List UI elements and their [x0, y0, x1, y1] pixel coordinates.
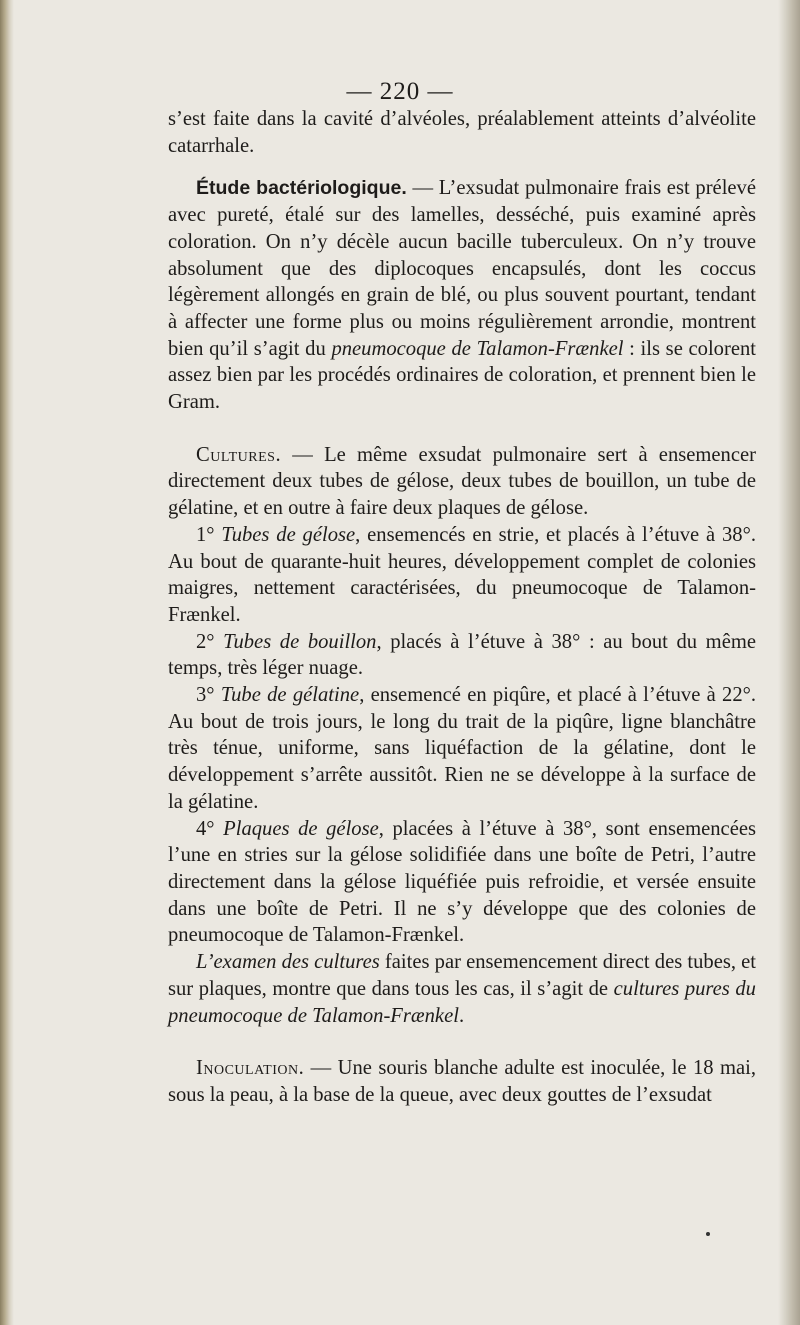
paragraph-text: — Une souris blanche adulte est inoculée, le 18 mai, sous la peau, à la base de la queue, avec deux gouttes de l’exsudat: [168, 1057, 756, 1106]
paragraph-inoculation: [168, 1055, 756, 1108]
paragraph-examen-cultures: [168, 949, 756, 1029]
paragraph-tubes-gelose: [168, 522, 756, 629]
paragraph-text: .: [458, 1004, 465, 1027]
list-number: 3°: [196, 684, 221, 707]
page-number: — 220 —: [346, 78, 454, 105]
italic-term: cultures pures du pneumocoque de Talamon-Frænkel: [168, 977, 756, 1027]
italic-term: Tube de gélatine: [220, 684, 360, 707]
section-heading-etude: Étude bactériologique.: [196, 177, 407, 200]
italic-term: Plaques de gélose: [223, 817, 379, 840]
paragraph-cultures: [168, 442, 756, 522]
page-binding-edge: [0, 0, 14, 1325]
body-text: [168, 106, 756, 1109]
paragraph-tube-gelatine: [168, 682, 756, 816]
list-number: 2°: [196, 630, 224, 653]
list-number: 1°: [196, 523, 222, 546]
italic-term: pneumocoque de Talamon-Frænkel: [331, 337, 624, 360]
paragraph-plaques-gelose: [168, 816, 756, 950]
paragraph-tubes-bouillon: [168, 629, 756, 682]
section-heading-inoculation: Inoculation.: [196, 1057, 305, 1080]
paragraph-text: s’est faite dans la cavité d’alvéoles, préalablement atteints d’alvéolite catarrhale.: [168, 108, 756, 157]
italic-term: L’examen des cultures: [196, 951, 380, 974]
italic-term: Tubes de bouillon: [223, 630, 377, 653]
paragraph-text: faites par ensemencement direct des tubes, et sur plaques, montre que dans tous les cas, il s’agit de: [168, 951, 757, 1000]
paragraph-text: , placés à l’étuve à 38° : au bout du même temps, très léger nuage.: [168, 630, 756, 680]
paragraph-text: — L’exsudat pulmonaire frais est prélevé avec pureté, étalé sur des lamelles, desséché, puis examiné après coloration. On n’y décèle aucun bacille tuberculeux. On n’y trouve absolument que des diplocoques encapsulés, dont les coccus légèrement allongés en grain de blé, ou plus souvent pourtant, tendant à affecter une forme plus ou moins régulièrement arrondie, montrent bien qu’il s’agit du: [168, 177, 756, 360]
paragraph-alveolite: [168, 106, 756, 159]
paragraph-text: , placées à l’étuve à 38°, sont ensemencées l’une en stries sur la gélose solidifiée dans une boîte de Petri, l’autre directement dans la gélose liquéfiée puis refroidie, et versée ensuite dans une boîte de Petri. Il ne s’y développe que des colonies de pneumocoque de Talamon-Frænkel.: [168, 817, 756, 947]
paragraph-text: — Le même exsudat pulmonaire sert à ensemencer directement deux tubes de gélose, deux tubes de bouillon, un tube de gélatine, et en outre à faire deux plaques de gélose.: [168, 443, 756, 520]
italic-term: Tubes de gélose: [221, 523, 356, 546]
list-number: 4°: [196, 817, 224, 840]
section-heading-cultures: Cultures.: [196, 443, 282, 466]
paragraph-text: , ensemencé en piqûre, et placé à l’étuve à 22°. Au bout de trois jours, le long du trait de la piqûre, ligne blanchâtre très ténue, uniforme, sans liquéfaction de la gélatine, dont le développement s’arrête aussitôt. Rien ne se développe à la surface de la gélatine.: [168, 684, 757, 813]
paragraph-text: , ensemencés en strie, et placés à l’étuve à 38°. Au bout de quarante-huit heures, développement complet de colonies maigres, nettement caractérisées, du pneumocoque de Talamon-Frænkel.: [168, 523, 756, 626]
paragraph-text: : ils se colorent assez bien par les procédés ordinaires de coloration, et prennent bien le Gram.: [168, 337, 756, 414]
ink-speck: [706, 1232, 710, 1236]
page-right-edge: [778, 0, 800, 1325]
paragraph-etude-bacteriologique: [168, 175, 756, 415]
